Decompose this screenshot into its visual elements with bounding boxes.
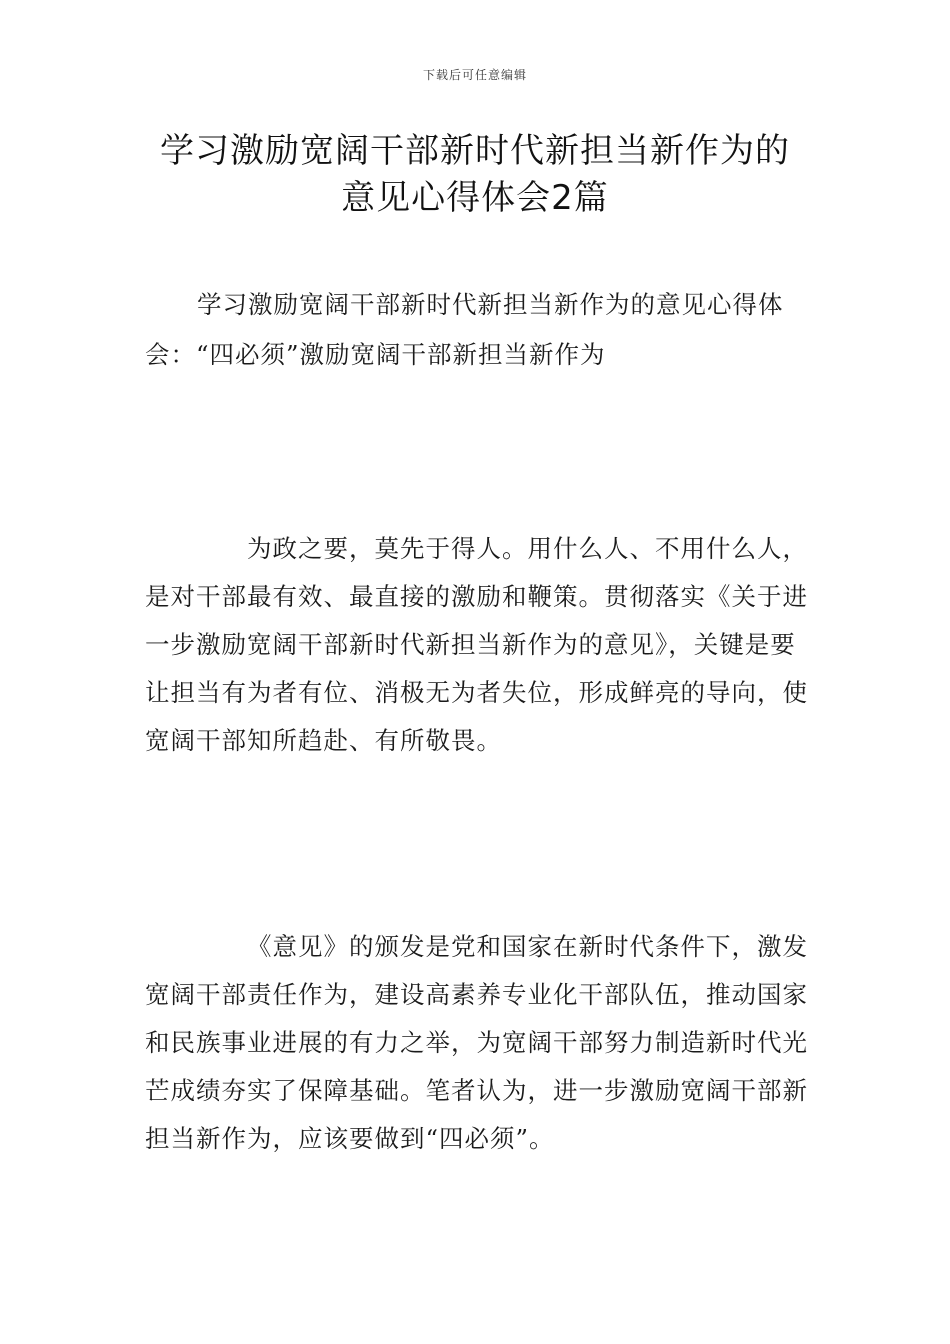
- document-title-line-2: 意见心得体会2篇: [341, 178, 609, 218]
- document-title: [0, 128, 950, 222]
- header-note: 下载后可任意编辑: [422, 68, 527, 82]
- document-title-line-1: 学习激励宽阔干部新时代新担当新作为的: [160, 131, 790, 171]
- document-subtitle: 学习激励宽阔干部新时代新担当新作为的意见心得体会：“四必须”激励宽阔干部新担当新作为: [145, 290, 784, 369]
- paragraph-1: 为政之要，莫先于得人。用什么人、不用什么人，是对干部最有效、最直接的激励和鞭策。贯彻落实《关于进一步激励宽阔干部新时代新担当新作为的意见》，关键是要让担当有为者有位、消极无为者失位，形成鲜亮的导向，使宽阔干部知所趋赴、有所敬畏。: [145, 534, 808, 755]
- paragraph-2: 《意见》的颁发是党和国家在新时代条件下，激发宽阔干部责任作为，建设高素养专业化干部队伍，推动国家和民族事业进展的有力之举，为宽阔干部努力制造新时代光芒成绩夯实了保障基础。笔者认为，进一步激励宽阔干部新担当新作为，应该要做到“四必须”。: [145, 932, 808, 1153]
